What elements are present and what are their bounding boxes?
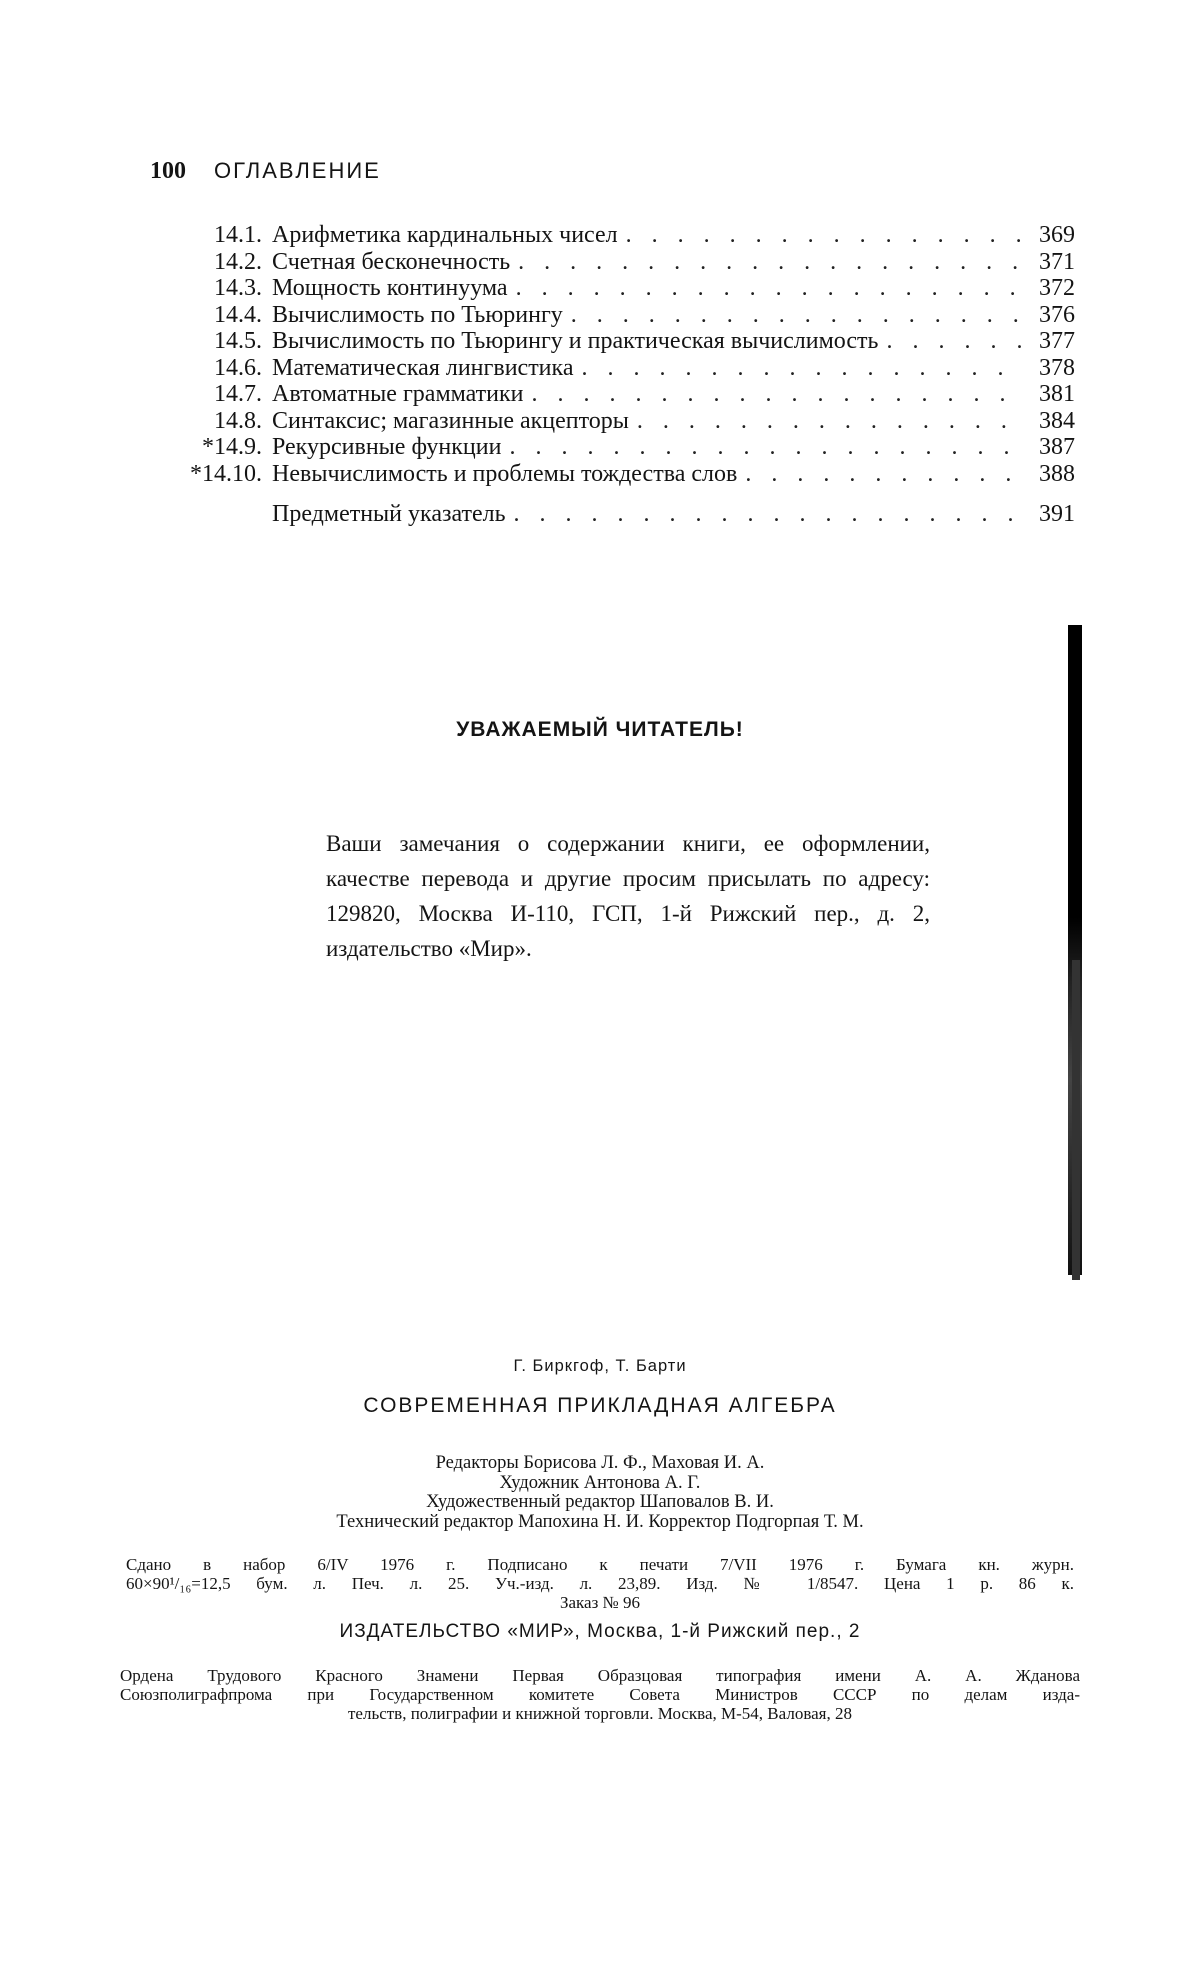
colophon-publisher: ИЗДАТЕЛЬСТВО «МИР», Москва, 1-й Рижский пер., 2 [339,1621,861,1642]
toc-entry [150,222,1075,249]
toc-index-page: 391 [1039,501,1075,527]
toc-leader-dots [532,381,1023,408]
page-number: 100 [150,158,186,184]
toc-entry [150,461,1075,488]
toc-leader-dots [637,408,1023,435]
toc-leader-dots [509,434,1023,461]
print-info-line: Сдано в набор 6/IV 1976 г. Подписано к печати 7/VII 1976 г. Бумага кн. журн. [126,1555,1074,1574]
colophon-editors-line: Редакторы Борисова Л. Ф., Маховая И. А. [435,1453,765,1473]
colophon-editors [120,1454,1080,1532]
notice-title: УВАЖАЕМЫЙ ЧИТАТЕЛЬ! [456,718,744,741]
printer-line: Ордена Трудового Красного Знамени Первая Образцовая типография имени А. А. Жданова [120,1666,1080,1685]
colophon-book-title: СОВРЕМЕННАЯ ПРИКЛАДНАЯ АЛГЕБРА [363,1394,837,1417]
toc-leader-dots [571,302,1023,329]
toc-entry-number: 14.3. [214,275,262,301]
printer-line: Союзполиграфпрома при Государственном комитете Совета Министров СССР по делам изда- [120,1685,1080,1704]
toc-entry [150,275,1075,302]
colophon-authors: Г. Биркгоф, Т. Барти [513,1357,687,1375]
toc-entry-page: 378 [1039,354,1075,381]
toc-index-entry [150,501,1075,528]
toc-entry-number: 14.1. [214,222,262,248]
toc-entry-title: Синтаксис; магазинные акцепторы [272,407,629,434]
toc-entry-page: 372 [1039,275,1075,301]
toc-entry-number: 14.2. [214,248,262,275]
toc-entry-title: Вычислимость по Тьюрингу [272,301,563,328]
toc-entry-page: 377 [1039,328,1075,354]
toc-entry-title: Мощность континуума [272,275,508,301]
printer-line: тельств, полиграфии и книжной торговли. Москва, М-54, Валовая, 28 [347,1704,852,1723]
scan-edge-mark-lower [1072,960,1080,1280]
colophon-tech-editor-line: Технический редактор Мапохина Н. И. Корректор Подгорпая Т. М. [336,1511,864,1532]
toc-entry-page: 384 [1039,407,1075,434]
toc-entry-number: 14.7. [214,381,262,407]
toc-entry-page: 387 [1039,434,1075,460]
toc-entry [150,381,1075,408]
toc-entry-number: 14.8. [214,407,262,434]
toc-leader-dots [581,355,1023,382]
toc-entry-page: 371 [1039,248,1075,275]
toc-entry-number: *14.9. [202,434,262,460]
toc-entry-number: 14.5. [214,328,262,354]
toc-entry-title: Автоматные грамматики [272,381,524,407]
toc-entry-number: 14.4. [214,301,262,328]
toc-leader-dots [886,328,1023,355]
toc-entry [150,328,1075,355]
toc-entry-title: Рекурсивные функции [272,434,502,460]
toc-entry-page: 369 [1039,222,1075,248]
toc-entry [150,249,1075,276]
toc-entry-title: Арифметика кардинальных чисел [272,222,618,248]
toc-entry-page: 376 [1039,301,1075,328]
toc-entry-number: *14.10. [190,460,262,487]
toc-index-title: Предметный указатель [272,501,506,527]
toc-entry-title: Математическая лингвистика [272,354,574,381]
toc-entry-title: Вычислимость по Тьюрингу и практическая вычислимость [272,328,879,354]
toc-entry-page: 388 [1039,460,1075,487]
toc-entry [150,434,1075,461]
colophon-art-editor-line: Художественный редактор Шаповалов В. И. [426,1492,774,1512]
toc-entry-title: Счетная бесконечность [272,248,511,275]
toc-entry [150,408,1075,435]
toc-leader-dots [626,222,1023,249]
print-info-order: Заказ № 96 [559,1593,641,1612]
toc-entry-page: 381 [1039,381,1075,407]
running-title: ОГЛАВЛЕНИЕ [214,158,381,183]
colophon-printer [120,1666,1080,1723]
colophon-artist-line: Художник Антонова А. Г. [499,1472,701,1493]
toc-leader-dots [518,249,1023,276]
table-of-contents [150,222,1075,528]
toc-leader-dots [516,275,1023,302]
toc-entry [150,355,1075,382]
page-header [150,158,381,185]
toc-entry-number: 14.6. [214,354,262,381]
toc-entry [150,302,1075,329]
toc-entry-title: Невычислимость и проблемы тождества слов [272,460,738,487]
toc-leader-dots [745,461,1023,488]
toc-leader-dots [514,501,1023,528]
print-info-line: 60×90¹/₁₆=12,5 бум. л. Печ. л. 25. Уч.-изд. л. 23,89. Изд. № 1/8547. Цена 1 р. 86 к. [126,1574,1074,1593]
notice-body: Ваши замечания о содержании книги, ее оформлении, качестве перевода и другие просим присылать по адресу: 129820, Москва И-110, ГСП, 1-й Рижский пер., д. 2, издательство «Мир». [326,831,930,961]
colophon-print-info [120,1555,1080,1612]
